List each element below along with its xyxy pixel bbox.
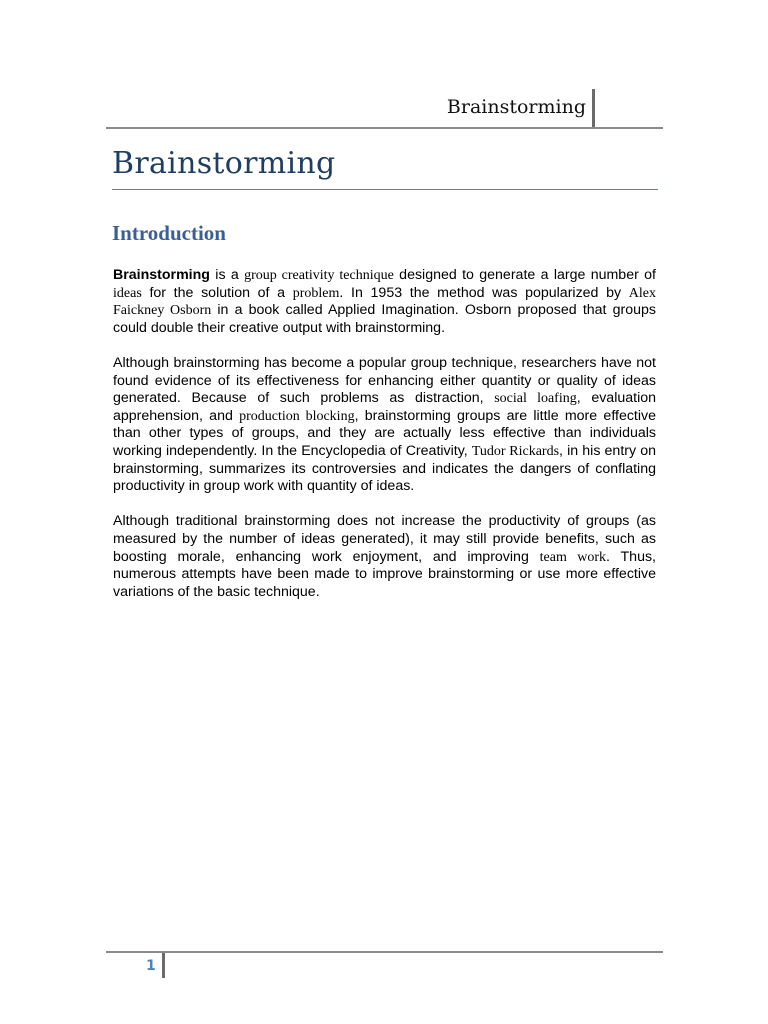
link-tudor-rickards[interactable]: Tudor Rickards — [471, 443, 560, 459]
document-body — [113, 267, 656, 619]
link-production-blocking[interactable]: production blocking — [239, 408, 355, 424]
link-team-work[interactable]: team work — [539, 549, 607, 565]
text-span: for the solution of a — [141, 284, 293, 301]
text-span: . In 1953 the method was popularized by — [339, 284, 629, 301]
text-span: Although brainstorming has become a popular group technique, researchers have not found evidence of its effectiveness for enhancing either quantity or quality of ideas generated. Because of such problems as distraction, — [113, 354, 656, 407]
link-group-creativity-technique[interactable]: group creativity technique — [244, 268, 394, 283]
link-alex-faickney-osborn[interactable]: Alex Faickney Osborn — [113, 285, 657, 319]
header-vertical-divider — [592, 89, 595, 127]
paragraph-2 — [113, 355, 656, 496]
text-span: is a — [209, 267, 245, 283]
page-number: 1 — [146, 958, 156, 974]
header-rule — [106, 127, 663, 129]
text-span: , brainstorming groups are little more effective than other types of groups, and they are actually less effective than individuals working independently. In the Encyclopedia of Creativity, — [113, 407, 657, 459]
section-heading-introduction: Introduction — [112, 221, 226, 245]
text-span: Although traditional brainstorming does not increase the productivity of groups (as measured by the number of ideas generated), it may still provide benefits, such as boosting morale, enhancing work enjoyment, and improving — [113, 513, 656, 565]
paragraph-3 — [113, 513, 656, 601]
link-problem[interactable]: problem — [292, 285, 340, 301]
running-header-title: Brainstorming — [446, 96, 586, 118]
text-span: in a book called Applied Imagination. Osborn proposed that groups could double their creative output with brainstorming. — [113, 302, 657, 336]
footer-vertical-divider — [162, 953, 165, 978]
link-social-loafing[interactable]: social loafing — [494, 391, 577, 407]
text-span: , in his entry on brainstorming, summarizes its controversies and indicates the dangers of conflating productivity in group work with quantity of ideas. — [113, 442, 656, 495]
link-ideas[interactable]: ideas — [113, 285, 142, 301]
term-brainstorming: Brainstorming — [113, 267, 210, 283]
document-title: Brainstorming — [112, 146, 336, 181]
footer-rule — [106, 951, 663, 953]
text-span: . Thus, numerous attempts have been made to improve brainstorming or use more effective variations of the basic technique. — [113, 548, 656, 600]
title-underline — [112, 189, 658, 190]
text-span: designed to generate a large number of — [393, 267, 656, 283]
paragraph-1 — [113, 267, 656, 337]
text-span: , evaluation apprehension, and — [113, 390, 657, 424]
